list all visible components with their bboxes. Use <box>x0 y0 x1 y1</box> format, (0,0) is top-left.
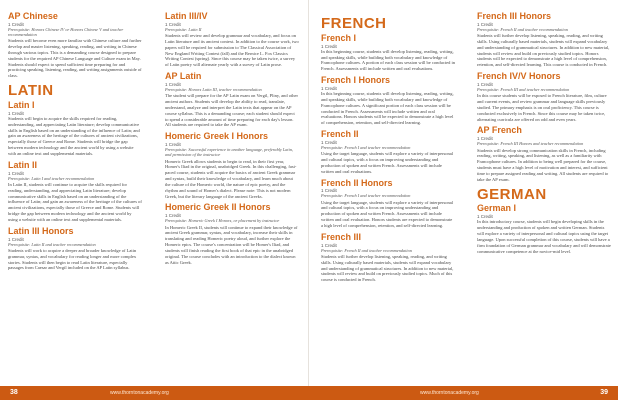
course-description: Using the target language, students will explore a variety of interpersonal and cultural topics, with a focus on improving understanding and production of spoken and written French. Assessments will include written and oral evaluations. <box>321 151 454 174</box>
course-credit: 1 Credit <box>477 82 493 88</box>
course-title: French IV/V Honors <box>477 71 561 82</box>
course-title: Homeric Greek I Honors <box>165 131 269 142</box>
course-title: German I <box>477 203 517 214</box>
course-title: French II Honors <box>321 177 393 188</box>
course-homeric-greek-2-honors <box>165 203 299 265</box>
course-credit: 1 Credit <box>165 142 181 148</box>
course-title: French I Honors <box>321 75 391 86</box>
course-prerequisite: Prerequisite: French I and teacher recommendation <box>321 193 411 199</box>
course-description: Students will begin to acquire the skills required for reading, understanding, and appreciating Latin literature; develop communicative skills in English based on an understanding of the influence of Latin; and gain an awareness of the heritage of the cultures of ancient civilizations, especially those of Greece and Rome. Students will bridge the gap between modern technology and the ancient world by using a website with an online text and supplemental materials. <box>8 115 140 156</box>
course-latin-3-honors <box>8 227 142 271</box>
course-credit: 1 Credit <box>8 110 24 116</box>
course-prerequisite: Prerequisite: Latin II and teacher recommendation <box>8 241 96 247</box>
course-description: Students will become even more familiar with Chinese culture and further develop and master listening, speaking, reading, and writing in Chinese through various topics. This is a demanding course designed to prepare students for the required AP Chinese Language and Culture exam in May. Students should expect to spend sufficient time preparing for and practicing speaking, listening, reading, and writing assignments outside of class. <box>8 38 142 79</box>
course-title: AP Chinese <box>8 12 58 21</box>
course-title: AP French <box>477 125 522 136</box>
course-prerequisite: Prerequisite: Latin I and teacher recommendation <box>8 175 95 181</box>
course-prerequisite: Prerequisite: French I and teacher recommendation <box>321 145 411 150</box>
course-credit: 1 Credit <box>321 140 337 145</box>
course-description: Students will develop strong communication skills in French, including reading, writing, speaking, and listening, as well as a familiarity with Francophone cultures. In addition to being well prepared for the course, students must have a high level of motivation and interest, and sufficient time to prepare assigned reading and writing. All students are required to take the AP exam. <box>477 147 609 182</box>
course-prerequisite: Prerequisite: French III and teacher recommendation <box>477 87 570 93</box>
course-prerequisite: Prerequisite: French II and teacher recommendation <box>477 26 568 32</box>
course-credit: 1 Credit <box>165 21 181 27</box>
course-homeric-greek-1-honors <box>165 132 299 199</box>
section-heading-latin: LATIN <box>8 82 54 100</box>
course-prerequisite: Prerequisite: Homeric Greek I Honors, or placement by instructor <box>165 218 280 224</box>
course-prerequisite: Prerequisite: Honors Chinese IV or Honors Chinese V and teacher recommendation <box>8 26 124 38</box>
course-ap-chinese <box>8 12 142 79</box>
course-credit: 1 Credit <box>8 170 24 176</box>
left-page-column-2 <box>165 12 299 382</box>
course-latin-2 <box>8 161 142 223</box>
footer-url-right: www.thorntonacademy.org <box>420 390 479 396</box>
course-title: AP Latin <box>165 71 202 82</box>
course-title: French I <box>321 32 357 43</box>
course-title: Latin II <box>8 159 37 170</box>
course-title: French II <box>321 129 359 140</box>
course-title: Latin III/IV <box>165 12 208 21</box>
course-title: Latin III Honors <box>8 225 74 236</box>
course-french-4-5-honors <box>477 72 611 122</box>
course-ap-french <box>477 126 611 182</box>
course-prerequisite: Prerequisite: French III Honors and teacher recommendation <box>477 141 584 147</box>
course-description: Using the target language, students will explore a variety of interpersonal and cultural topics, with a focus on improving understanding and production of spoken and written French. Assessments will include written and oral evaluation. Honors students are expected to demonstrate a high level of comprehension, retention, and self-directed learning. <box>321 199 454 228</box>
course-french-3 <box>321 233 455 283</box>
course-credit: 1 Credit <box>165 82 181 88</box>
right-page-column-1 <box>321 12 455 382</box>
course-french-1 <box>321 34 455 72</box>
course-french-2 <box>321 130 455 174</box>
course-credit: 1 Credit <box>8 21 24 27</box>
course-title: Latin I <box>8 99 35 110</box>
page-number-left: 38 <box>10 389 18 396</box>
course-prerequisite: Prerequisite: French II and teacher recommendation <box>321 247 412 253</box>
course-description: In this beginning course, students will develop listening, reading, writing, and speaking skills, while building both vocabulary and knowledge of Francophone cultures. A portion of each class session will be conducted in French. Assessments will include written and oral evaluations. <box>321 48 455 72</box>
course-latin-3-4 <box>165 12 299 68</box>
course-credit: 1 Credit <box>8 236 24 242</box>
course-latin-1 <box>8 101 142 157</box>
course-credit: 1 Credit <box>165 213 181 219</box>
course-german-1 <box>477 204 611 254</box>
course-description: Homeric Greek allows students to begin to read, in their first year, Homer's Iliad in the original, unabridged Greek. In this challenging, fast-paced course, students will acquire the basics of ancient Greek grammar and syntax, build their knowledge of vocabulary, and learn much about the culture of the Homeric world, the nature of epic poetry, and the rhythm and sound of Homer's dialect. Please note: This is not modern Greek, but the literary language of the ancient Greeks. <box>165 158 297 199</box>
course-french-3-honors <box>477 12 611 68</box>
course-credit: 1 Credit <box>477 21 493 27</box>
course-credit: 1 Credit <box>321 188 337 194</box>
page-number-right: 39 <box>600 389 608 396</box>
course-description: In Homeric Greek II, students will continue to expand their knowledge of ancient Greek grammar, syntax, and vocabulary, increase their skills in translating and reading Homeric poetry aloud, and further explore the Homeric epics. The course's concentration will be Homer's Iliad, and students will finish reading the first book of that epic in the unabridged original. The course concludes with an introduction to the dialect known as Attic Greek. <box>165 224 298 265</box>
course-description: The student will prepare for the AP Latin exam on Vergil, Pliny, and other ancient authors. Students will develop the ability to read, translate, understand, analyze and interpret the Latin texts that appear on the AP course syllabus. This is a demanding course; each student should expect to spend a considerable amount of time preparing for each day's lesson. All students are required to take the AP exam. <box>165 93 298 128</box>
course-description: In this beginning course, students will develop listening, reading, writing, and speaking skills, while building both vocabulary and knowledge of Francophone cultures. A significant portion of each class session will be conducted in French. Assessments will include written and oral evaluations. Honors students will be expected to demonstrate a high level of comprehension, retention, and self-directed learning. <box>321 91 454 126</box>
course-credit: 1 Credit <box>321 242 337 248</box>
section-heading-german: GERMAN <box>477 185 547 203</box>
course-prerequisite: Prerequisite: Successful experience in another language, preferably Latin, and permission of the instructor <box>165 147 294 158</box>
course-description: Students will work to acquire a deeper and broader knowledge of Latin grammar, syntax, and vocabulary for reading longer and more complex stories. Students will then begin to read Latin literature, especially passages from Caesar and Vergil included on the AP Latin syllabus. <box>8 247 137 271</box>
course-title: French III <box>321 231 362 242</box>
right-page-column-2 <box>477 12 611 382</box>
course-french-1-honors <box>321 76 455 126</box>
course-french-2-honors <box>321 179 455 229</box>
course-description: Students will review and develop grammar and vocabulary, and focus on Latin literature and its ancient context. In addition to the course work, two papers will be required for submission to The Classical Association of New England Writing Contest (fall) and the Bernice L. Fox Classics Writing Contest (spring). Since this course may be taken twice, a survey of Latin poetry will alternate yearly with a survey of Latin prose. <box>165 33 299 68</box>
course-credit: 1 Credit <box>321 43 337 49</box>
footer-bar <box>0 386 618 400</box>
course-description: In this course students will be exposed to French literature, film, culture and current events, and review grammar and language skills previously studied. The primary emphasis is on oral proficiency. This course is conducted exclusively in French. Since this course may be taken twice, alternating curricula are offered on odd and even years. <box>477 93 607 122</box>
course-title: French III Honors <box>477 12 552 21</box>
section-heading-french: FRENCH <box>321 15 387 32</box>
course-ap-latin <box>165 72 299 128</box>
right-page <box>309 0 618 400</box>
course-description: In this introductory course, students will begin developing skills in the understanding and production of spoken and written German. Students will explore a variety of interpersonal and cultural topics using the target language. Upon successful completion of this course, students will have a firm foundation of German grammar and vocabulary and will demonstrate communicative competence at the novice-mid level. <box>477 219 611 254</box>
course-description: In Latin II, students will continue to acquire the skills required for reading, understanding, and appreciating Latin literature; develop communicative skills in English based on an understanding of the influence of Latin; and gain an awareness of the heritage of the cultures of ancient civilizations, especially those of Greece and Rome. Students will bridge the gap between modern technology and the ancient world by using a website with an online text and supplemental materials. <box>8 181 142 222</box>
course-prerequisite: Prerequisite: Latin II <box>165 26 202 32</box>
footer-url-left: www.thorntonacademy.org <box>110 390 169 396</box>
course-credit: 1 Credit <box>477 136 493 142</box>
course-credit: 1 Credit <box>321 86 337 91</box>
course-description: Students will further develop listening, speaking, reading, and writing skills. Using culturally based materials, students will expand vocabulary and understanding of grammatical structures. In addition to new material, students will review and build on previously studied topics. Honors students will be expected to demonstrate a high level of comprehension, retention, and self-directed learning. This course is conducted in French. <box>477 33 610 68</box>
course-description: Students will further develop listening, speaking, reading, and writing skills. Using culturally based materials, students will expand vocabulary and understanding of grammatical structures. In addition to new material, students will review and build on previously studied topics. Much of this course is conducted in French. <box>321 253 454 283</box>
course-prerequisite: Prerequisite: Honors Latin III, teacher recommendation <box>165 87 262 93</box>
course-credit: 1 Credit <box>477 214 493 220</box>
left-page-column-1 <box>8 12 142 382</box>
course-title: Homeric Greek II Honors <box>165 202 271 213</box>
